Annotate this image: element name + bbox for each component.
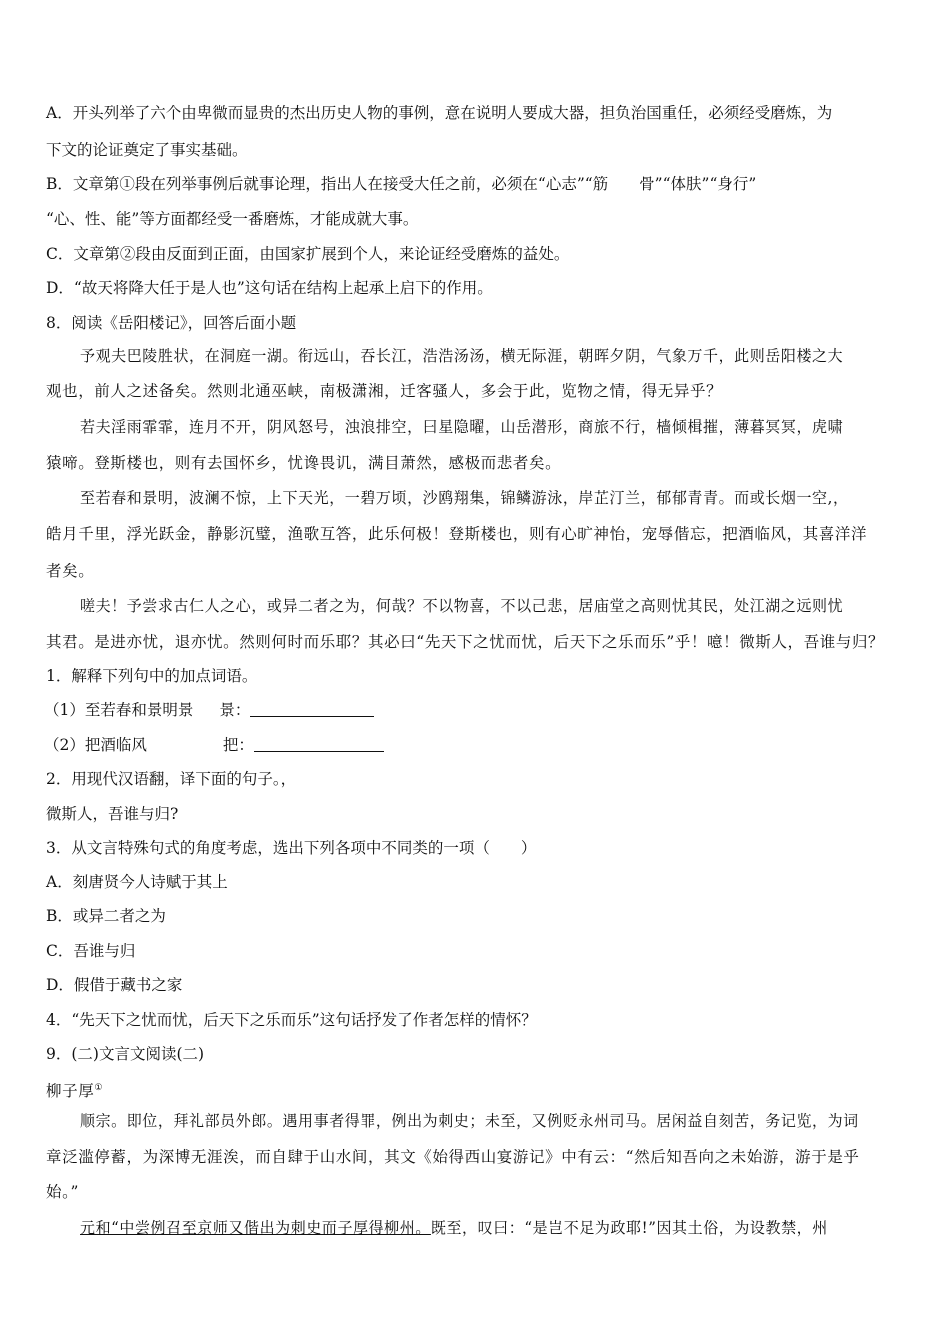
option-d: D．“故天将降大任于是人也”这句话在结构上起承上启下的作用。 bbox=[46, 279, 493, 297]
option-b-line1: B．文章第①段在列举事例后就事论理，指出人在接受大任之前，必须在“心志”“筋 骨”“体肤”“身行” bbox=[46, 175, 757, 193]
subquestion-1: 1．解释下列句中的加点词语。 bbox=[46, 667, 258, 685]
passage-p1-line2: 观也，前人之述备矣。然则北通巫峡，南极潇湘，迁客骚人，多会于此，览物之情，得无异乎？ bbox=[46, 382, 723, 400]
item1-text: （1）至若春和景明景 bbox=[44, 701, 194, 719]
footnote-marker: ① bbox=[94, 1083, 103, 1093]
subquestion-4: 4．“先天下之忧而忧，后天下之乐而乐”这句话抒发了作者怎样的情怀？ bbox=[46, 1011, 537, 1029]
subquestion-3-option-d: D．假借于藏书之家 bbox=[46, 976, 183, 994]
passage2-p1-line2: 章泛滥停蓄，为深博无涯涘，而自肆于山水间，其文《始得西山宴游记》中有云：“然后知吾向之未始游，游于是乎 bbox=[46, 1148, 860, 1166]
option-a-line1: A．开头列举了六个由卑微而显贵的杰出历史人物的事例，意在说明人要成大器，担负治国重任，必须经受磨炼，为 bbox=[46, 104, 833, 122]
subquestion-2-sentence: 微斯人，吾谁与归? bbox=[46, 805, 179, 823]
passage2-p1-line1: 顺宗。即位，拜礼部员外郎。遇用事者得罪，例出为刺史；未至，又例贬永州司马。居闲益自刻苦，务记览，为词 bbox=[80, 1112, 859, 1130]
subquestion-1-item2 bbox=[44, 735, 904, 755]
option-c: C．文章第②段由反面到正面，由国家扩展到个人，来论证经受磨炼的益处。 bbox=[46, 245, 570, 263]
passage2-p1-line3: 始。” bbox=[46, 1183, 79, 1201]
subquestion-3: 3．从文言特殊句式的角度考虑，选出下列各项中不同类的一项（ ） bbox=[46, 839, 537, 857]
subquestion-3-option-b: B．或异二者之为 bbox=[46, 907, 166, 925]
answer-blank-1[interactable] bbox=[250, 702, 374, 717]
item1-key: 景： bbox=[219, 701, 251, 719]
passage-p3-line2: 皓月千里，浮光跃金，静影沉璧，渔歌互答，此乐何极！登斯楼也，则有心旷神怡，宠辱偕忘，把酒临风，其喜洋洋 bbox=[46, 525, 868, 543]
subquestion-3-option-c: C．吾谁与归 bbox=[46, 942, 136, 960]
passage-title bbox=[46, 1078, 906, 1101]
subquestion-1-item1 bbox=[44, 700, 904, 720]
subquestion-3-option-a: A．刻唐贤今人诗赋于其上 bbox=[46, 873, 228, 891]
passage-p4-line2: 其君。是进亦忧，退亦忧。然则何时而乐耶？其必曰“先天下之忧而忧，后天下之乐而乐”乎！噫！微斯人，吾谁与归？ bbox=[46, 633, 885, 651]
passage-p2-line2: 猿啼。登斯楼也，则有去国怀乡，忧谗畏讥，满目萧然，感极而悲者矣。 bbox=[46, 454, 562, 472]
passage-title-text: 柳子厚 bbox=[46, 1082, 95, 1101]
passage-p3-line1: 至若春和景明，波澜不惊，上下天光，一碧万顷，沙鸥翔集，锦鳞游泳，岸芷汀兰，郁郁青青。而或长烟一空,， bbox=[80, 489, 849, 507]
item2-key: 把： bbox=[222, 736, 254, 754]
passage-p2-line1: 若夫淫雨霏霏，连月不开，阴风怒号，浊浪排空，曰星隐曜，山岳潜形，商旅不行，樯倾楫摧，薄暮冥冥，虎啸 bbox=[80, 418, 844, 436]
answer-blank-2[interactable] bbox=[254, 737, 384, 752]
passage-p4-line1: 嗟夫！予尝求古仁人之心，或异二者之为，何哉？不以物喜，不以己悲，居庙堂之高则忧其民，处江湖之远则忧 bbox=[80, 597, 844, 615]
option-a-line2: 下文的论证奠定了事实基础。 bbox=[46, 141, 248, 159]
subquestion-2: 2．用现代汉语翻，译下面的句子。， bbox=[46, 770, 297, 788]
passage2-p2-line1 bbox=[80, 1218, 912, 1238]
item2-text: （2）把酒临风 bbox=[44, 736, 147, 754]
option-b-line2: “心、性、能”等方面都经受一番磨炼，才能成就大事。 bbox=[46, 210, 419, 228]
underlined-sentence: 元和“中尝例召至京师又偕出为刺史而子厚得柳州。 bbox=[80, 1219, 431, 1237]
question-9-heading: 9．(二)文言文阅读(二) bbox=[46, 1045, 205, 1063]
passage-p3-line3: 者矣。 bbox=[46, 562, 95, 580]
passage2-p2-rest: 既至，叹曰：“是岂不足为政耶!”因其土俗，为设教禁，州 bbox=[430, 1219, 828, 1237]
question-8-heading: 8．阅读《岳阳楼记》，回答后面小题 bbox=[46, 314, 297, 332]
passage-p1-line1: 予观夫巴陵胜状，在洞庭一湖。衔远山，吞长江，浩浩汤汤，横无际涯，朝晖夕阴，气象万千，此则岳阳楼之大 bbox=[80, 347, 844, 365]
